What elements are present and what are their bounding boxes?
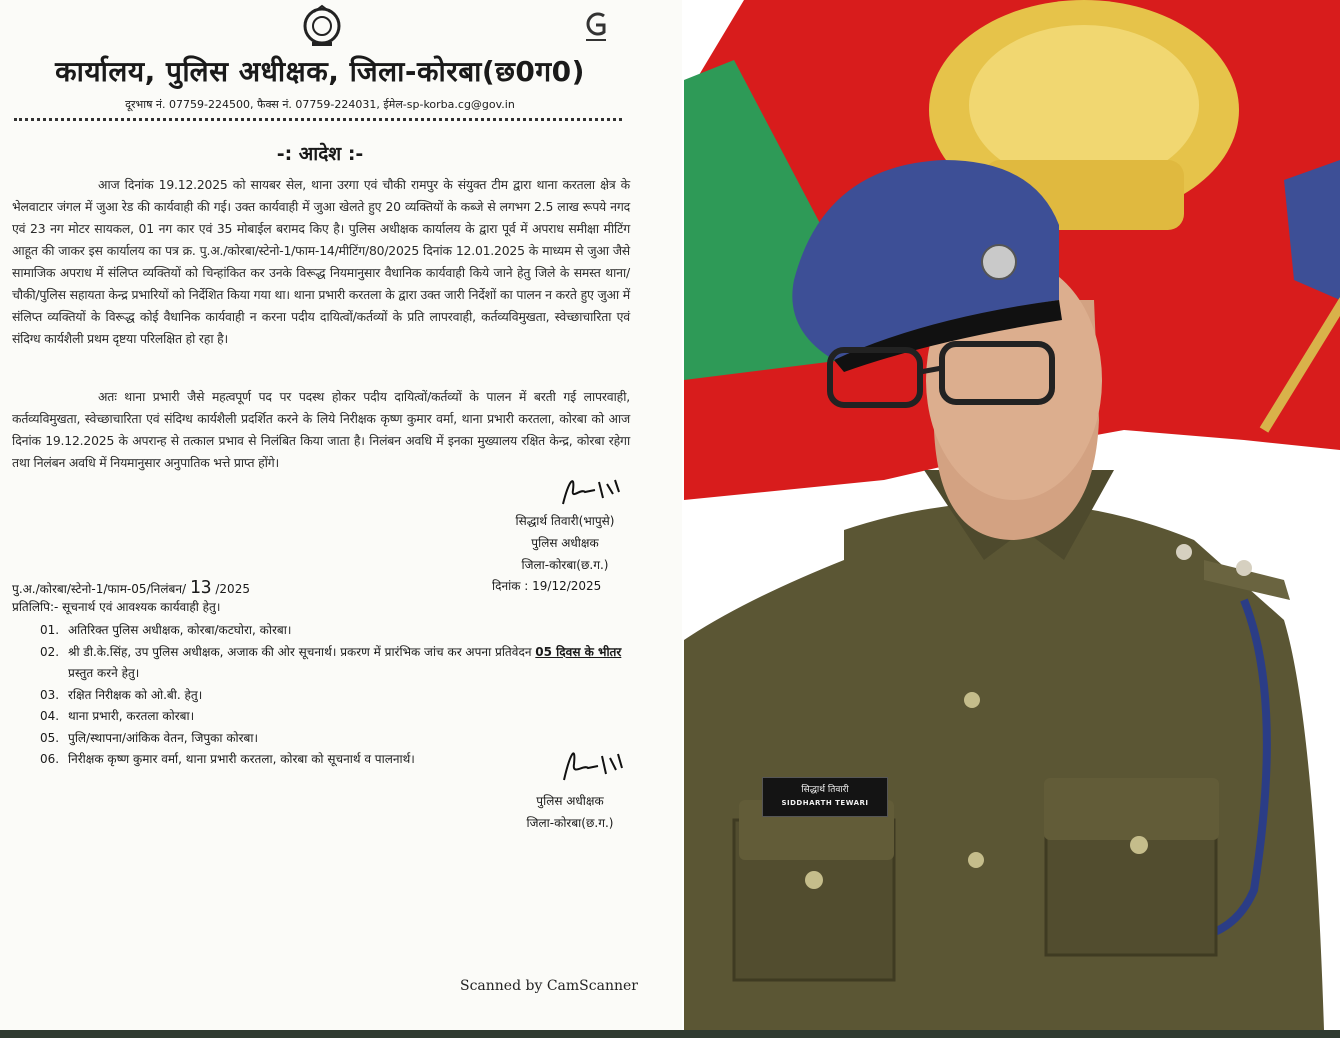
signatory-district: जिला-कोरबा(छ.ग.) [526,816,614,830]
stamp-mark-icon [582,10,610,44]
signature-scrawl-2 [558,742,628,786]
signatory-name: सिद्धार्थ तिवारी(भापुसे) [515,514,615,528]
bottom-border [0,1030,1340,1038]
list-item: 01. अतिरिक्त पुलिस अधीक्षक, कोरबा/कटघोरा, कोरबा। [40,623,292,637]
portrait-illustration [684,0,1340,1030]
signature-scrawl-1 [555,470,625,510]
nameplate-english: SIDDHARTH TEWARI [781,799,869,807]
nameplate-hindi: सिद्धार्थ तिवारी [801,785,849,795]
office-title: कार्यालय, पुलिस अधीक्षक, जिला-कोरबा(छ0ग0) [55,55,585,88]
signatory-district: जिला-कोरबा(छ.ग.) [521,558,609,572]
scanner-watermark: Scanned by CamScanner [460,978,638,994]
list-item: 03. रक्षित निरीक्षक को ओ.बी. हेतु। [40,687,203,702]
reference-date: दिनांक : 19/12/2025 [492,579,602,593]
reference-handwritten-number: 13 [189,577,212,598]
reference-number: पु.अ./कोरबा/स्टेनो-1/फाम-05/निलंबन/ 13 /2025 [12,577,250,598]
order-heading: -: आदेश :- [276,143,364,165]
copy-to-list [40,620,630,771]
signatory-designation: पुलिस अधीक्षक [531,536,599,550]
list-item: 04. थाना प्रभारी, करतला कोरबा। [40,709,195,723]
divider [14,118,622,121]
list-item: 02. श्री डी.के.सिंह, उप पुलिस अधीक्षक, अजाक की ओर सूचनार्थ। प्रकरण में प्रारंभिक जांच कर अपना प्रतिवेदन 05 दिवस के भीतर प्रस्तुत करने हेतु। [40,644,622,680]
copy-to-heading: प्रतिलिपि:- सूचनार्थ एवं आवश्यक कार्यवाही हेतु। [12,600,221,614]
signature-block-1 [490,510,640,576]
list-item: 05. पुलि/स्थापना/आंकिक वेतन, जिपुका कोरबा। [40,730,259,745]
order-paragraph-1: आज दिनांक 19.12.2025 को सायबर सेल, थाना उरगा एवं चौकी रामपुर के संयुक्त टीम द्वारा थाना करतला क्षेत्र के भेलवाटार जंगल में जुआ रेड की कार्यवाही की गई। उक्त कार्यवाही में जुआ खेलते हुए 20 व्यक्तियों के कब्जे से लगभग 2.5 लाख रूपये नगद एवं 23 नग मोटर सायकल, 01 नग कार एवं 35 मोबाईल बरामद किए है। पुलिस अधीक्षक कार्यालय के द्वारा पूर्व में अपराध समीक्षा मीटिंग आहूत की जाकर इस कार्यालय का पत्र क्र. पु.अ./कोरबा/स्टेनो-1/फाम-14/मीटिंग/80/2025 दिनांक 12.01.2025 के माध्यम से जुआ जैसे सामाजिक अपराध में संलिप्त व्यक्तियों को चिन्हांकित कर उनके विरूद्ध नियमानुसार वैधानिक कार्यवाही किये जाने हेतु जिले के समस्त थाना/चौकी/पुलिस सहायता केन्द्र प्रभारियों को निर्देशित किया गया था। थाना प्रभारी करतला के द्वारा उक्त जारी निर्देशों का पालन न करते हुए जुआ में संलिप्त व्यक्तियों के विरूद्ध कोई वैधानिक कार्यवाही न करना पदीय दायित्वों/कर्तव्यों के प्रति लापरवाही, कर्तव्यविमुखता, स्वेच्छाचारिता एवं संदिग्ध कार्यशैली प्रथम दृष्टया परिलक्षित हो रहा है। [12,177,630,346]
signature-block-2 [505,790,635,834]
signatory-designation: पुलिस अधीक्षक [536,794,604,808]
officer-nameplate [762,777,888,817]
list-item: 06. निरीक्षक कृष्ण कुमार वर्मा, थाना प्रभारी करतला, कोरबा को सूचनार्थ व पालनार्थ। [40,752,415,766]
office-contact: दूरभाष नं. 07759-224500, फैक्स नं. 07759-224031, ईमेल-sp-korba.cg@gov.in [125,98,515,111]
police-emblem-icon [300,4,344,48]
order-paragraph-2: अतः थाना प्रभारी जैसे महत्वपूर्ण पद पर पदस्थ होकर पदीय दायित्वों/कर्तव्यों के पालन में बरती गई लापरवाही, कर्तव्यविमुखता, स्वेच्छाचारिता एवं संदिग्ध कार्यशैली प्रदर्शित करने के लिये निरीक्षक कृष्ण कुमार वर्मा, थाना प्रभारी करतला, कोरबा को आज दिनांक 19.12.2025 के अपरान्ह से तत्काल प्रभाव से निलंबित किया जाता है। निलंबन अवधि में इनका मुख्यालय रक्षित केन्द्र, कोरबा रहेगा तथा निलंबन अवधि में नियमानुसार अनुपातिक भत्ते प्राप्त होंगे। [12,389,630,470]
officer-portrait [684,0,1340,1030]
